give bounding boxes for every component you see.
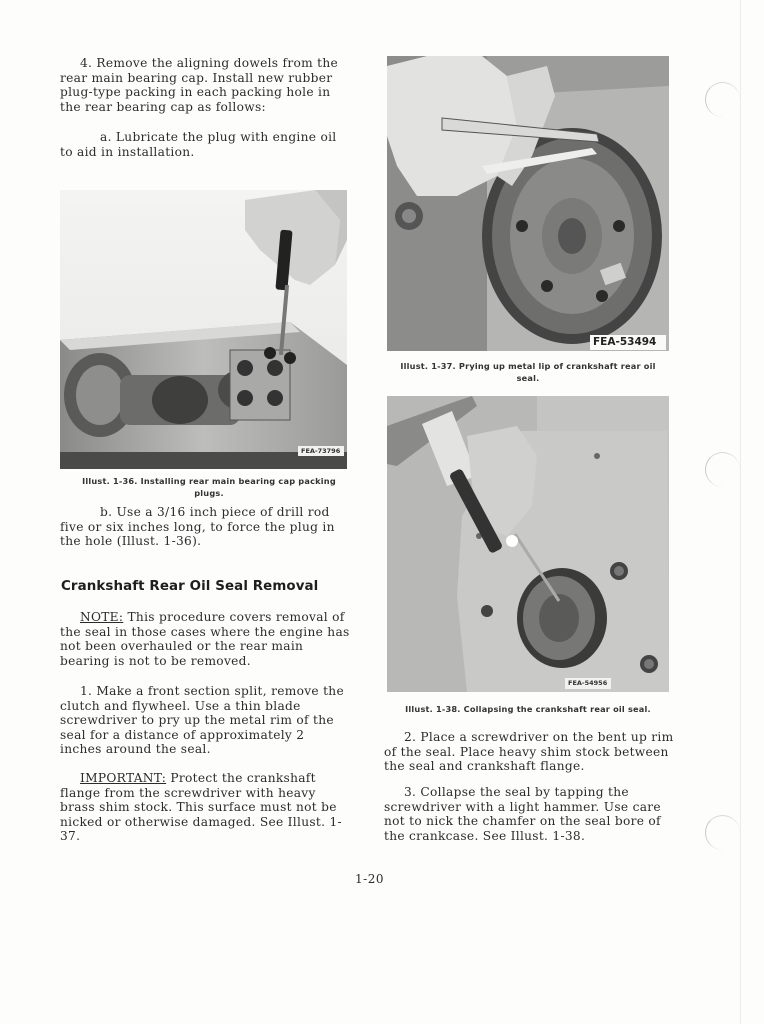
step-1-paragraph: 1. Make a front section split, remove the clutch and flywheel. Use a thin blade screwdriver to pry up the metal rim of the seal for a distance of approximately 2 inches around the seal. [60, 684, 344, 757]
page-number: 1-20 [355, 872, 384, 886]
important-text: Protect the crankshaft flange from the screwdriver with heavy brass shim stock. This surface must not be nicked or otherwise damaged. See Illust. 1-37. [60, 771, 342, 844]
step-2-paragraph: 2. Place a screwdriver on the bent up rim of the seal. Place heavy shim stock between the seal and crankshaft flange. [384, 730, 674, 774]
caption-illust-1-38: Illust. 1-38. Collapsing the crankshaft rear oil seal. [405, 704, 651, 714]
step-b-paragraph: b. Use a 3/16 inch piece of drill rod five or six inches long, to force the plug in the hole (Illust. 1-36). [60, 505, 335, 549]
binder-hole [705, 452, 740, 487]
binder-hole [705, 82, 740, 117]
step-3-paragraph: 3. Collapse the seal by tapping the screwdriver with a light hammer. Use care not to nick the chamfer on the seal bore of the crankcase. See Illust. 1-38. [384, 785, 661, 843]
important-paragraph [60, 771, 350, 844]
section-heading: Crankshaft Rear Oil Seal Removal [61, 579, 319, 594]
photo-illust-1-38 [387, 396, 669, 692]
caption-illust-1-37: Illust. 1-37. Prying up metal lip of crankshaft rear oil seal. [400, 361, 656, 383]
binder-hole [705, 815, 740, 850]
step-4-paragraph: 4. Remove the aligning dowels from the rear main bearing cap. Install new rubber plug-type packing in each packing hole in the rear bearing cap as follows: [60, 56, 339, 114]
note-label: NOTE: [80, 610, 124, 624]
photo-illust-1-37 [387, 56, 669, 351]
photo-label: FEA-54956 [568, 679, 608, 687]
photo-label: FEA-53494 [593, 336, 657, 348]
caption-illust-1-36: Illust. 1-36. Installing rear main bearing cap packing plugs. [82, 476, 336, 498]
page-edge [740, 0, 741, 1024]
important-label: IMPORTANT: [80, 771, 167, 785]
note-text: This procedure covers removal of the seal in those cases where the engine has not been overhauled or the rear main bearing is not to be removed. [60, 610, 350, 668]
photo-label: FEA-73796 [301, 447, 341, 455]
photo-illust-1-36 [60, 190, 347, 469]
note-paragraph [60, 610, 350, 668]
step-a-paragraph: a. Lubricate the plug with engine oil to aid in installation. [60, 130, 337, 159]
